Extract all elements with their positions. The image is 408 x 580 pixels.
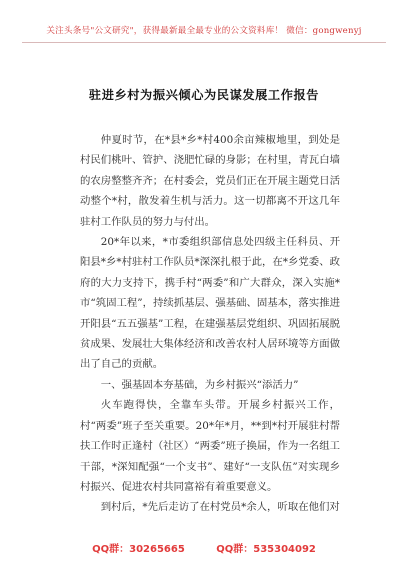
section-heading: 一、强基固本夯基础，为乡村振兴“添活力” (100, 378, 299, 391)
footer-qq-group-2: QQ群：535304092 (216, 544, 316, 555)
header-banner: 关注头条号"公文研究"，获得最新最全最专业的公文资料库！ 微信：gongwenyj (46, 26, 362, 36)
paragraph: 20*年以来，*市委组织部信息处四级主任科员、开阳县*乡*村驻村工作队员*深深扎根于此，在*乡党委、政府的大力支持下，携手村“两委”和广大群众，深入实施*市“筑固工程”，持续抓基层、强基础、固基本，落实推进开阳县“五五强基”工程，在建强基层党组织、巩固拓展脱贫成果、发展壮大集体经济和改善农村人居环境等方面做出了自己的贡献。 (80, 236, 340, 371)
document-body (80, 130, 340, 518)
footer (0, 540, 408, 555)
paragraph: 仲夏时节，在*县*乡*村400余亩辣椒地里，到处是村民们桃叶、管护、浇肥忙碌的身影；在村里，青瓦白墙的农房整整齐齐；在村委会，党员们正在开展主题党日活动整个*村，散发着生机与活力。这一切都离不开这几年驻村工作队员的努力与付出。 (80, 134, 340, 228)
footer-qq-group-1: QQ群：30265665 (92, 544, 185, 555)
paragraph: 火车跑得快，全靠车头带。开展乡村振兴工作，村“两委”班子至关重要。20*年*月，**到*村开展驻村帮扶工作时正逢村（社区）“两委”班子换届，作为一名组工干部，*深知配强“一个支书”、建好“一支队伍”对实现乡村振兴、促进农村共同富裕有着重要意义。 (80, 399, 340, 493)
header-divider (22, 42, 386, 43)
document-title: 驻进乡村为振兴倾心为民谋发展工作报告 (88, 88, 320, 102)
paragraph: 到村后，*先后走访了在村党员*余人，听取在他们对 (100, 501, 340, 514)
